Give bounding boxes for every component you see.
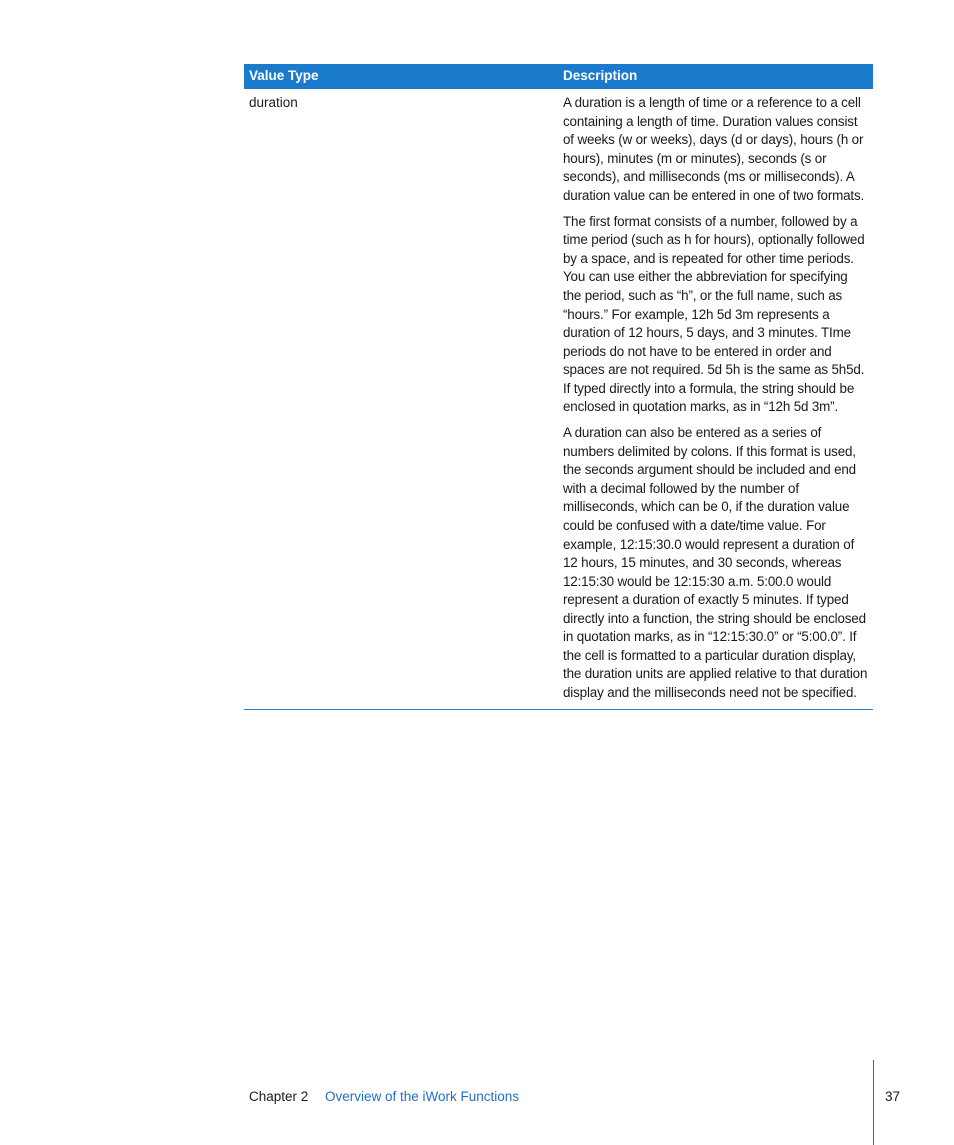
column-header-description: Description [563,68,638,83]
description-paragraph: A duration is a length of time or a reference to a cell containing a length of time. Duration values consist of weeks (w or weeks), days (d or days), hours (h or hours), minutes (m or minutes), seconds (s or seconds), and milliseconds (ms or milliseconds). A duration value can be entered in one of two formats. [563,95,865,203]
table-header-row [244,64,873,89]
page-number: 37 [885,1089,901,1104]
footer-divider [873,1060,874,1145]
column-header-value-type: Value Type [249,68,319,83]
footer-chapter-title: Overview of the iWork Functions [325,1089,520,1104]
description-cell [563,89,868,703]
value-type-cell: duration [249,95,298,110]
description-paragraph: A duration can also be entered as a series of numbers delimited by colons. If this format is used, the seconds argument should be included and end with a decimal followed by the number of milliseconds, which can be 0, if the duration value could be confused with a date/time value. For example, 12:15:30.0 would represent a duration of 12 hours, 15 minutes, and 30 seconds, whereas 12:15:30 would be 12:15:30 a.m. 5:00.0 would represent a duration of exactly 5 minutes. If typed directly into a function, the string should be enclosed in quotation marks, as in “12:15:30.0” or “5:00.0”. If the cell is formatted to a particular duration display, the duration units are applied relative to that duration display and the milliseconds need not be specified. [563,425,868,700]
value-type-table [244,64,873,710]
table-row [244,89,873,710]
footer-chapter-label: Chapter 2 [249,1089,309,1104]
description-paragraph: The first format consists of a number, followed by a time period (such as h for hours), optionally followed by a space, and is repeated for other time periods. You can use either the abbreviation for specifying the period, such as “h”, or the full name, such as “hours.” For example, 12h 5d 3m represents a duration of 12 hours, 5 days, and 3 minutes. TIme periods do not have to be entered in order and spaces are not required. 5d 5h is the same as 5h5d. If typed directly into a formula, the string should be enclosed in quotation marks, as in “12h 5d 3m”. [563,213,865,415]
